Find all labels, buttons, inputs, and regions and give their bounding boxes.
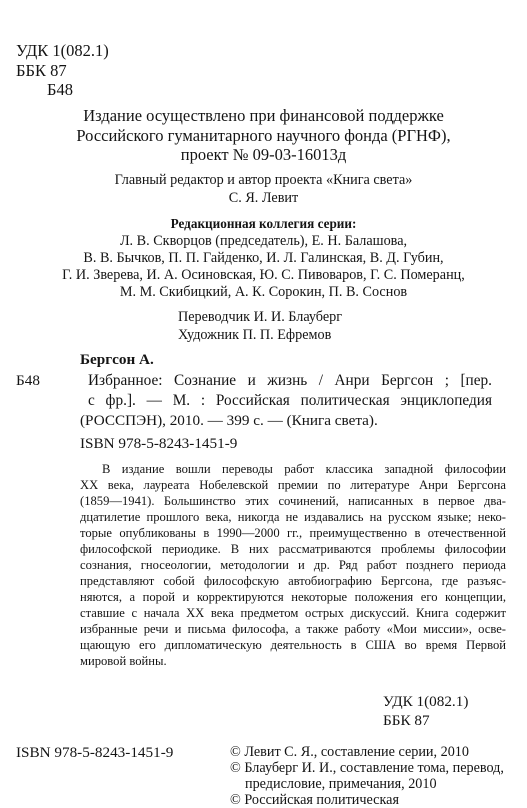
translator-credit: Переводчик И. И. Блауберг xyxy=(178,309,343,325)
annotation-line: XX века, лауреата Нобелевской премии по литературе Анри Бергсона xyxy=(80,478,506,492)
copyright-line: © Левит С. Я., составление серии, 2010 xyxy=(230,744,469,760)
catalog-author: Бергсон А. xyxy=(80,351,154,368)
copyright-line: © Блауберг И. И., составление тома, перевод, xyxy=(230,760,504,776)
editorial-board-line: Г. И. Зверева, И. А. Осиновская, Ю. С. Пивоваров, Г. С. Померанц, xyxy=(62,267,465,283)
annotation-line: щающую его дипломатическую деятельность в США во время Первой xyxy=(80,638,506,652)
editorial-board-line: В. В. Бычков, П. П. Гайденко, И. Л. Галинская, В. Д. Губин, xyxy=(83,250,444,266)
editorial-board-line: М. М. Скибицкий, А. К. Сорокин, П. В. Соснов xyxy=(119,284,408,300)
annotation-line: сознания, гносеологии, методологии и др. Ряд работ позднего периода xyxy=(80,558,506,572)
support-note-line: Издание осуществлено при финансовой поддержке xyxy=(83,106,444,125)
copyright-line: © Российская политическая xyxy=(230,792,399,808)
udk-code: УДК 1(082.1) xyxy=(16,41,109,60)
footer-isbn: ISBN 978-5-8243-1451-9 xyxy=(16,744,174,761)
annotation-line: избранные речи и письма философа, а также работу «Мои миссии», осве- xyxy=(80,622,506,636)
annotation-line: философской периодике. В них рассматриваются проблемы философии xyxy=(80,542,506,556)
author-mark: Б48 xyxy=(47,80,73,99)
catalog-line: Избранное: Сознание и жизнь / Анри Бергсон ; [пер. xyxy=(88,372,492,389)
footer-udk-code: УДК 1(082.1) xyxy=(383,693,469,710)
bbk-code: ББК 87 xyxy=(16,61,67,80)
copyright-line: предисловие, примечания, 2010 xyxy=(245,776,437,792)
catalog-line: (РОССПЭН), 2010. — 399 с. — (Книга света). xyxy=(80,412,378,429)
catalog-mark: Б48 xyxy=(16,372,40,389)
catalog-line: с фр.]. — М. : Российская политическая энциклопедия xyxy=(88,392,492,409)
chief-editor-name: С. Я. Левит xyxy=(228,190,299,206)
catalog-isbn: ISBN 978-5-8243-1451-9 xyxy=(80,435,238,452)
annotation-line: мировой войны. xyxy=(80,654,167,668)
annotation-line: торые опубликованы в 1990—2000 гг., преимущественно в отечественной xyxy=(80,526,506,540)
artist-credit: Художник П. П. Ефремов xyxy=(178,327,332,343)
annotation-line: (1859—1941). Большинство этих сочинений, написанных в первое два- xyxy=(80,494,506,508)
chief-editor-line: Главный редактор и автор проекта «Книга света» xyxy=(114,172,413,188)
annotation-line: няются, а порой и корректируются некоторые положения его концепции, xyxy=(80,590,506,604)
annotation-line: представляют собой философскую автобиографию Бергсона, где разъяс- xyxy=(80,574,506,588)
footer-bbk-code: ББК 87 xyxy=(383,712,430,729)
annotation-line: ставшие с начала XX века предметом острых дискуссий. Книга содержит xyxy=(80,606,506,620)
annotation-line: В издание вошли переводы работ классика западной философии xyxy=(102,462,506,476)
support-note-line: проект № 09-03-16013д xyxy=(180,145,347,164)
editorial-board-line: Л. В. Скворцов (председатель), Е. Н. Балашова, xyxy=(119,233,408,249)
annotation-line: дцатилетие прошлого века, никогда не издавались на русском языке; неко- xyxy=(80,510,506,524)
support-note-line: Российского гуманитарного научного фонда (РГНФ), xyxy=(76,126,451,145)
editorial-board-title: Редакционная коллегия серии: xyxy=(170,216,357,231)
